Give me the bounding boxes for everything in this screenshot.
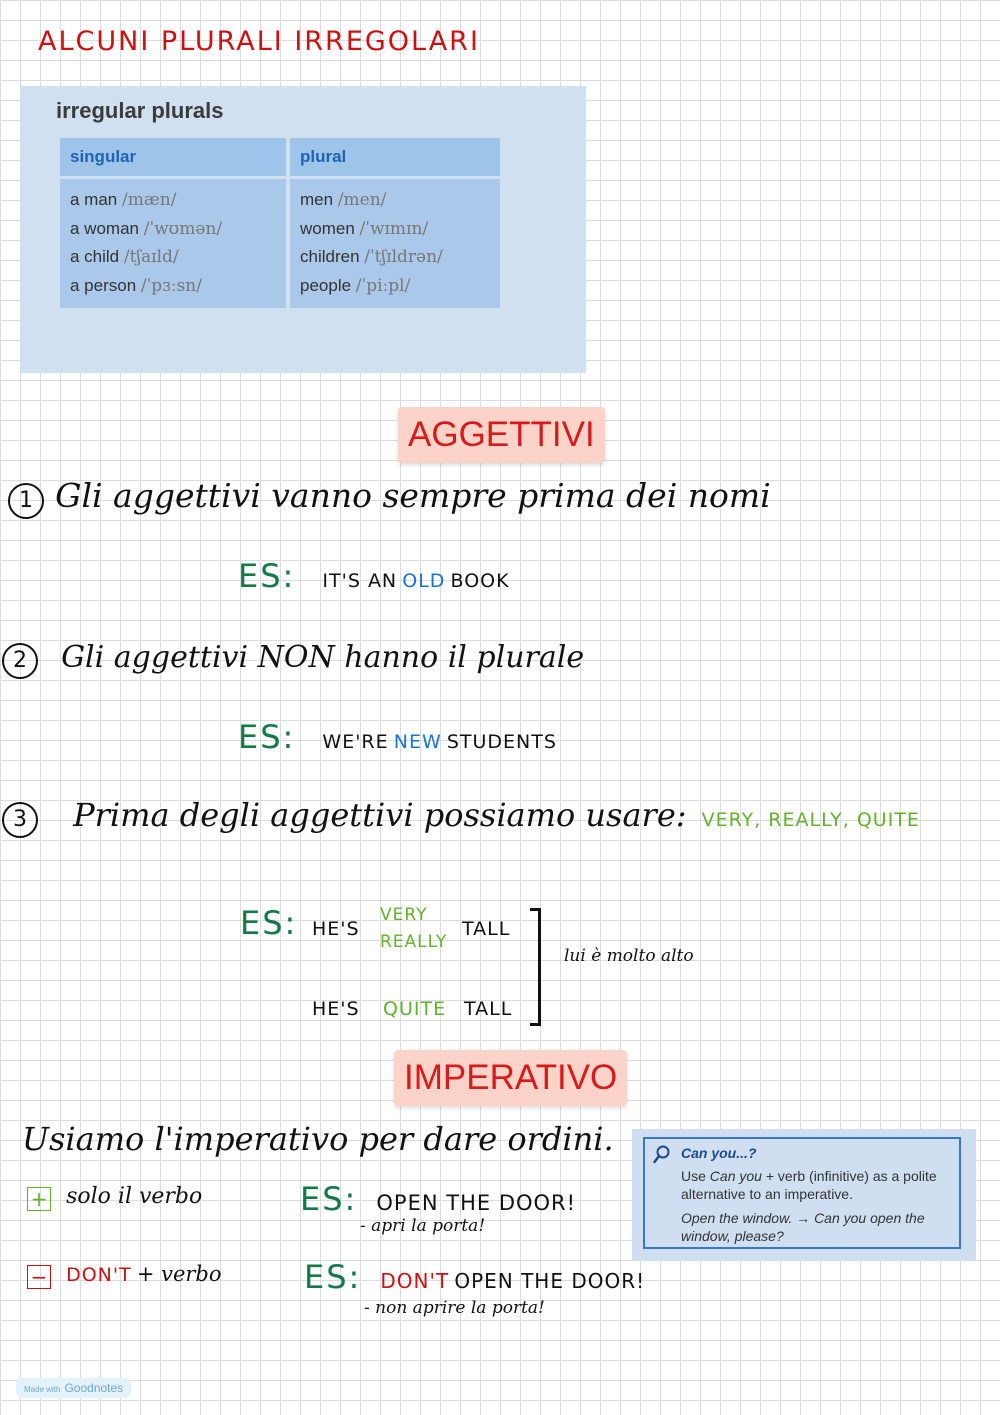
can-you-box [632,1129,976,1261]
table-row: children /ˈtʃɪldrən/ [300,247,443,267]
example-2: ES: WE'RE NEW STUDENTS [238,718,557,756]
example-1: ES: IT'S AN OLD BOOK [238,557,510,595]
plus-icon: + [27,1187,51,1211]
rule-number: 1 [8,483,44,519]
rule-text: Gli aggettivi vanno sempre prima dei nomi [55,476,771,515]
rule-1 [8,476,771,519]
table-row: people /ˈpiːpl/ [300,275,411,296]
can-you-example: Open the window. → Can you open the window, please? [681,1210,925,1244]
es-label: ES: [238,718,296,756]
singular-header: singular [60,138,286,176]
es-label-3: ES: [240,904,298,942]
page-title: ALCUNI PLURALI IRREGOLARI [38,26,480,57]
minus-icon: − [27,1265,51,1289]
rule-3 [2,796,920,838]
bracket [530,908,541,1026]
table-row: men /men/ [300,190,387,210]
irregular-plurals-box [20,86,586,373]
plus-rule: + solo il verbo [27,1184,202,1211]
can-you-frame [643,1137,961,1249]
minus-translation: - non aprire la porta! [364,1298,545,1318]
plurals-heading: irregular plurals [56,98,224,123]
imperativo-header: IMPERATIVO [394,1050,627,1106]
translation: lui è molto alto [564,946,694,966]
table-row: a man /mæn/ [70,190,177,210]
minus-example: ES: DON'T OPEN THE DOOR! [304,1258,646,1296]
search-icon [653,1145,671,1165]
adverb-list: VERY, REALLY, QUITE [701,809,920,831]
rule-2 [2,640,584,679]
goodnotes-badge: Made with Goodnotes [16,1378,131,1398]
plural-column [290,176,500,308]
rule-number: 3 [2,802,38,838]
rule-number: 2 [2,643,38,679]
imperativo-intro: Usiamo l'imperativo per dare ordini. [22,1120,614,1158]
rule-text: Prima degli aggettivi possiamo usare: [73,796,687,834]
plurals-table [56,138,504,308]
aggettivi-header: AGGETTIVI [398,407,605,463]
table-row: a child /tʃaɪld/ [70,247,179,267]
table-row: a person /ˈpɜːsn/ [70,275,202,296]
rule-text: Gli aggettivi NON hanno il plurale [61,640,585,675]
es-label: ES: [238,557,296,595]
table-row: women /ˈwɪmɪn/ [300,218,429,239]
plural-header: plural [290,138,500,176]
plus-example: ES: OPEN THE DOOR! [300,1180,577,1218]
minus-rule: − DON'T + verbo [27,1262,222,1289]
can-you-body: Use Can you + verb (infinitive) as a polite alternative to an imperative. [681,1168,937,1202]
can-you-title: Can you...? [681,1145,757,1161]
plus-translation: - apri la porta! [360,1216,486,1236]
table-row: a woman /ˈwʊmən/ [70,218,223,239]
singular-column [60,176,286,308]
